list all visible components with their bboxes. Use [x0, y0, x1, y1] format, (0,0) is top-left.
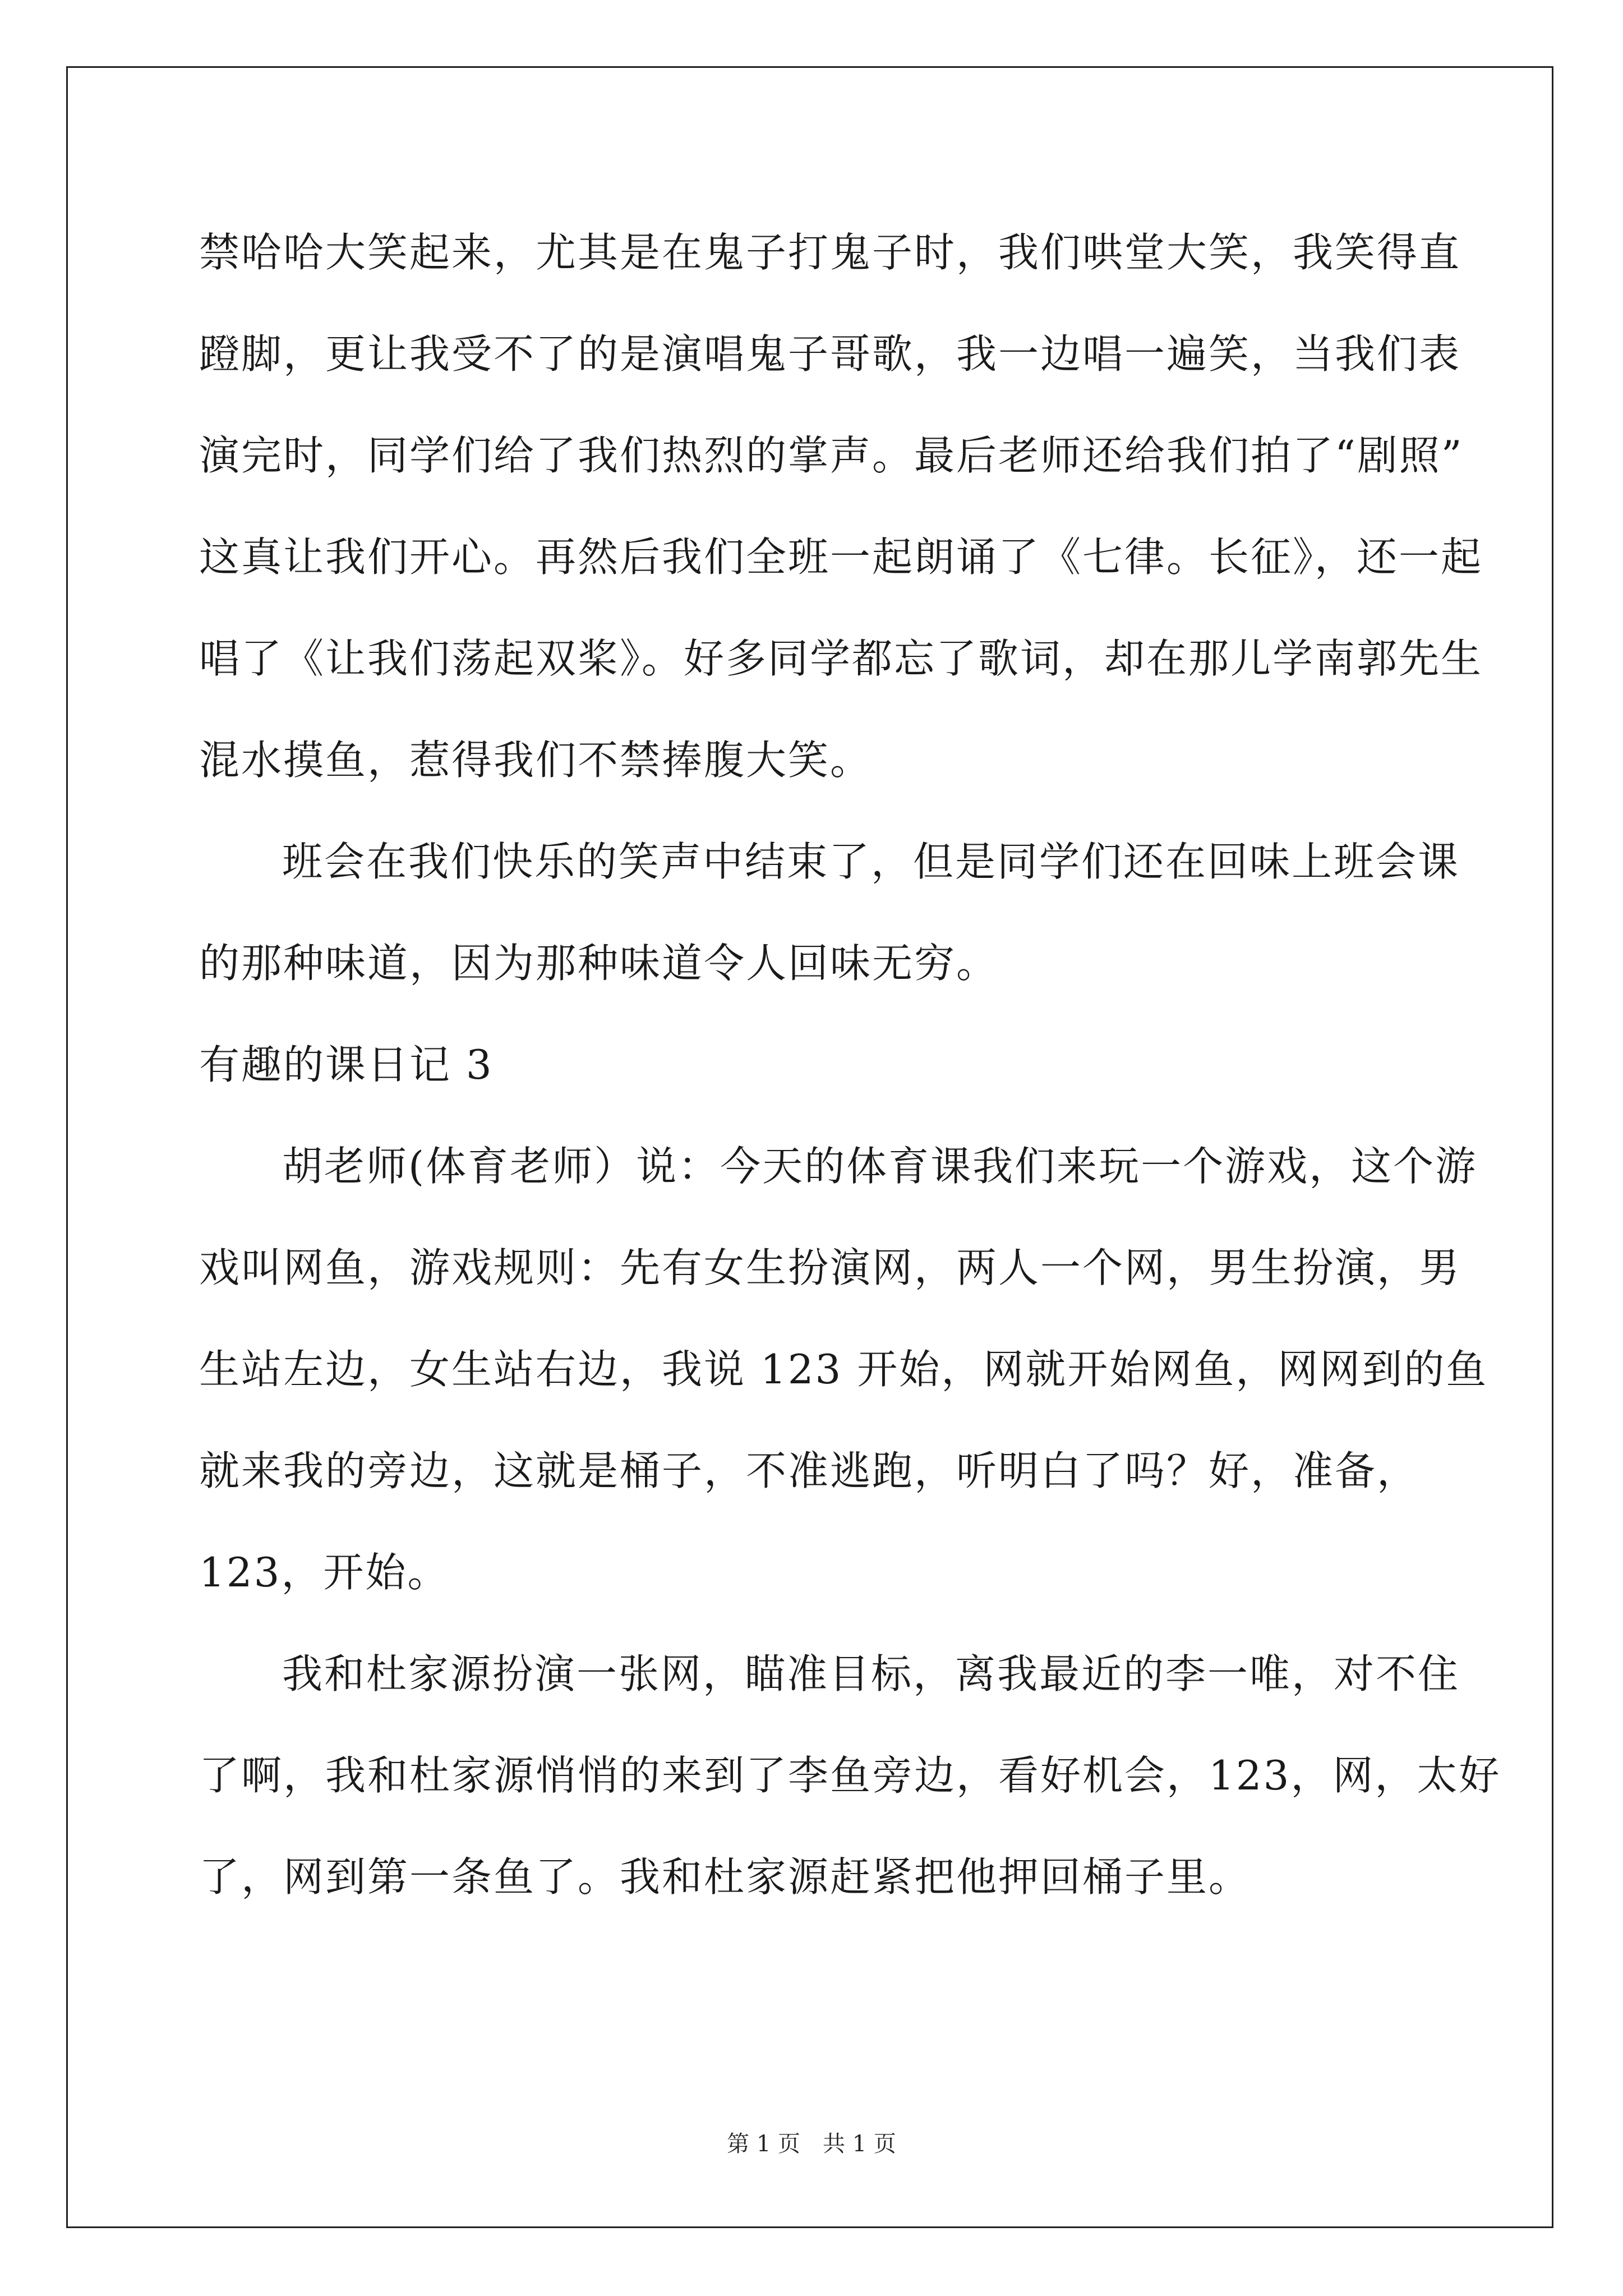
text-line: 混水摸鱼，惹得我们不禁捧腹大笑。 [199, 737, 873, 784]
text-line: 的那种味道，因为那种味道令人回味无穷。 [199, 940, 999, 987]
text-line: 班会在我们快乐的笑声中结束了，但是同学们还在回味上班会课 [282, 838, 1460, 885]
text-line: 胡老师(体育老师）说：今天的体育课我们来玩一个游戏，这个游 [282, 1143, 1478, 1190]
text-line: 蹬脚，更让我受不了的是演唱鬼子哥歌，我一边唱一遍笑，当我们表 [199, 330, 1461, 378]
document-body [199, 202, 1501, 1928]
section-heading: 有趣的课日记 3 [199, 1041, 494, 1088]
text-line: 禁哈哈大笑起来，尤其是在鬼子打鬼子时，我们哄堂大笑，我笑得直 [199, 229, 1461, 276]
page-footer: 第 1 页 共 1 页 [727, 2131, 896, 2157]
text-line: 演完时，同学们给了我们热烈的掌声。最后老师还给我们拍了“剧照” [199, 432, 1464, 479]
text-line: 就来我的旁边，这就是桶子，不准逃跑，听明白了吗？好，准备， [199, 1447, 1419, 1494]
text-line: 生站左边，女生站右边，我说 123 开始，网就开始网鱼，网网到的鱼 [199, 1346, 1488, 1393]
text-line: 这真让我们开心。再然后我们全班一起朗诵了《七律。长征》，还一起 [199, 533, 1483, 581]
text-line: 了，网到第一条鱼了。我和杜家源赶紧把他押回桶子里。 [199, 1853, 1251, 1901]
text-line: 123，开始。 [199, 1549, 450, 1596]
text-line: 唱了《让我们荡起双桨》。好多同学都忘了歌词，却在那儿学南郭先生 [199, 635, 1483, 682]
paragraph-2 [199, 811, 1460, 1014]
text-line: 了啊，我和杜家源悄悄的来到了李鱼旁边，看好机会，123，网，太好 [199, 1752, 1501, 1799]
paragraph-1 [199, 202, 1483, 811]
paragraph-4 [199, 1623, 1501, 1928]
text-line: 戏叫网鱼，游戏规则：先有女生扮演网，两人一个网，男生扮演，男 [199, 1244, 1461, 1291]
text-line: 我和杜家源扮演一张网，瞄准目标，离我最近的李一唯，对不住 [282, 1650, 1460, 1697]
paragraph-3 [199, 1116, 1488, 1623]
